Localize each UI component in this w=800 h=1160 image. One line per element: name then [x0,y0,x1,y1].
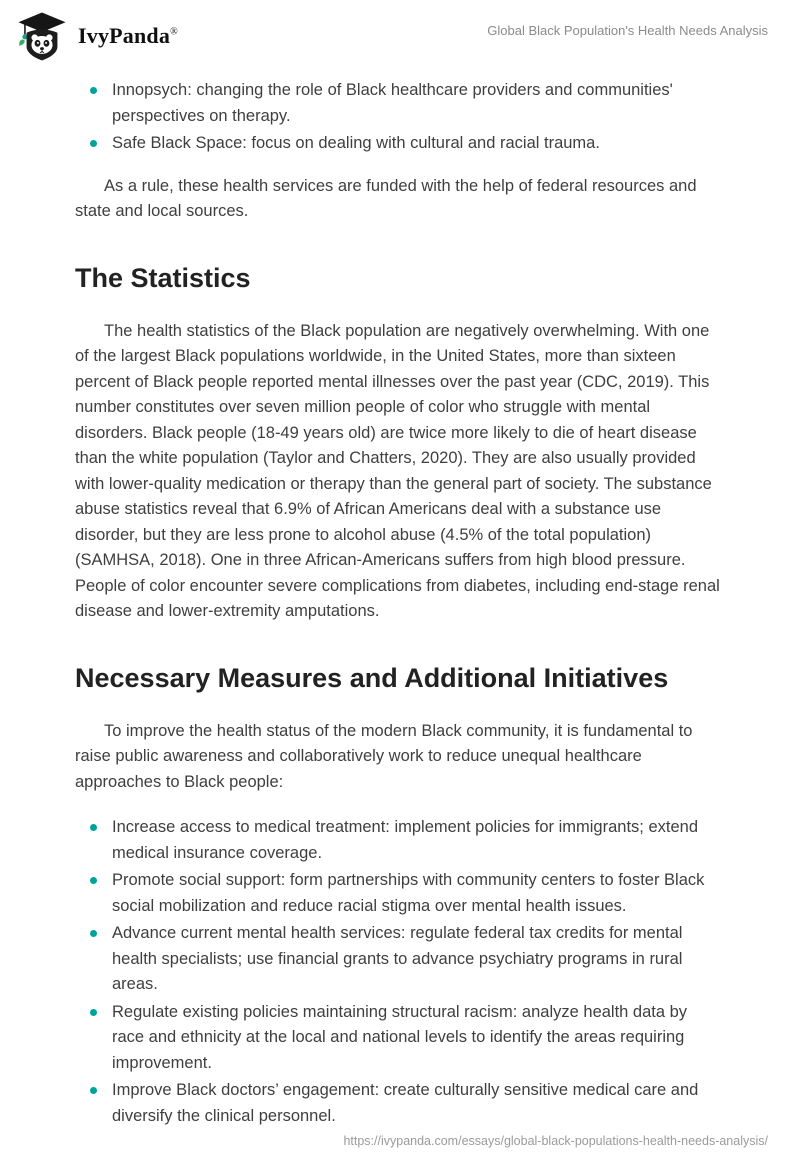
intro-bullet-list [75,78,720,157]
list-item [75,921,720,998]
section-heading-measures: Necessary Measures and Additional Initiatives [75,662,669,693]
list-item [75,1078,720,1129]
list-item-text: Promote social support: form partnerships with community centers to foster Black social mobilization and reduce racial stigma over mental health issues. [112,871,705,915]
brand-name-text: IvyPanda [78,23,171,48]
list-item-text: Improve Black doctors’ engagement: create culturally sensitive medical care and diversify the clinical personnel. [112,1081,699,1125]
measures-paragraph: To improve the health status of the modern Black community, it is fundamental to raise public awareness and collaboratively work to reduce unequal healthcare approaches to Black people: [75,721,693,791]
footer-url: https://ivypanda.com/essays/global-black-populations-health-needs-analysis/ [343,1134,768,1148]
page-header [0,0,800,62]
list-item-text: Advance current mental health services: regulate federal tax credits for mental health specialists; use financial grants to advance psychiatry programs in rural areas. [112,924,683,993]
intro-paragraph: As a rule, these health services are funded with the help of federal resources and state and local sources. [75,176,697,220]
bullet-icon [75,921,112,937]
document-title: Global Black Population's Health Needs Analysis [487,23,768,38]
list-item [75,78,720,129]
bullet-icon [75,131,112,147]
ivypanda-logo-icon [16,10,68,62]
bullet-icon [75,868,112,884]
list-item-text: Regulate existing policies maintaining structural racism: analyze health data by race and ethnicity at the local and national levels to identify the areas requiring improvement. [112,1002,688,1072]
statistics-paragraph: The health statistics of the Black population are negatively overwhelming. With one of the largest Black populations worldwide, in the United States, more than sixteen percent of Black people reported mental illnesses over the past year (CDC, 2019). This number constitutes over seven million people of color who struggle with mental disorders. Black people (18-49 years old) are twice more likely to die of heart disease than the white population (Taylor and Chatters, 2020). They are also usually provided with lower-quality medication or therapy than the general part of society. The substance abuse statistics reveal that 6.9% of African Americans deal with a substance use disorder, but they are less prone to alcohol abuse (4.5% of the total population) (SAMHSA, 2018). One in three African-Americans suffers from high blood pressure. People of color encounter severe complications from diabetes, including end-stage renal disease and lower-extremity amputations. [75,321,720,620]
list-item [75,868,720,919]
section-heading-statistics: The Statistics [75,262,251,293]
list-item-text: Safe Black Space: focus on dealing with cultural and racial trauma. [112,134,600,152]
brand-logo-group [16,10,178,62]
list-item [75,1000,720,1077]
bullet-icon [75,815,112,831]
bullet-icon [75,1000,112,1016]
bullet-icon [75,1078,112,1094]
measures-bullet-list [75,815,720,1129]
list-item [75,131,720,157]
list-item [75,815,720,866]
brand-name [78,23,178,49]
list-item-text: Increase access to medical treatment: implement policies for immigrants; extend medical insurance coverage. [112,818,698,862]
bullet-icon [75,78,112,94]
list-item-text: Innopsych: changing the role of Black healthcare providers and communities' perspectives on therapy. [112,81,673,125]
document-content [0,62,800,1129]
registered-mark: ® [170,26,178,38]
